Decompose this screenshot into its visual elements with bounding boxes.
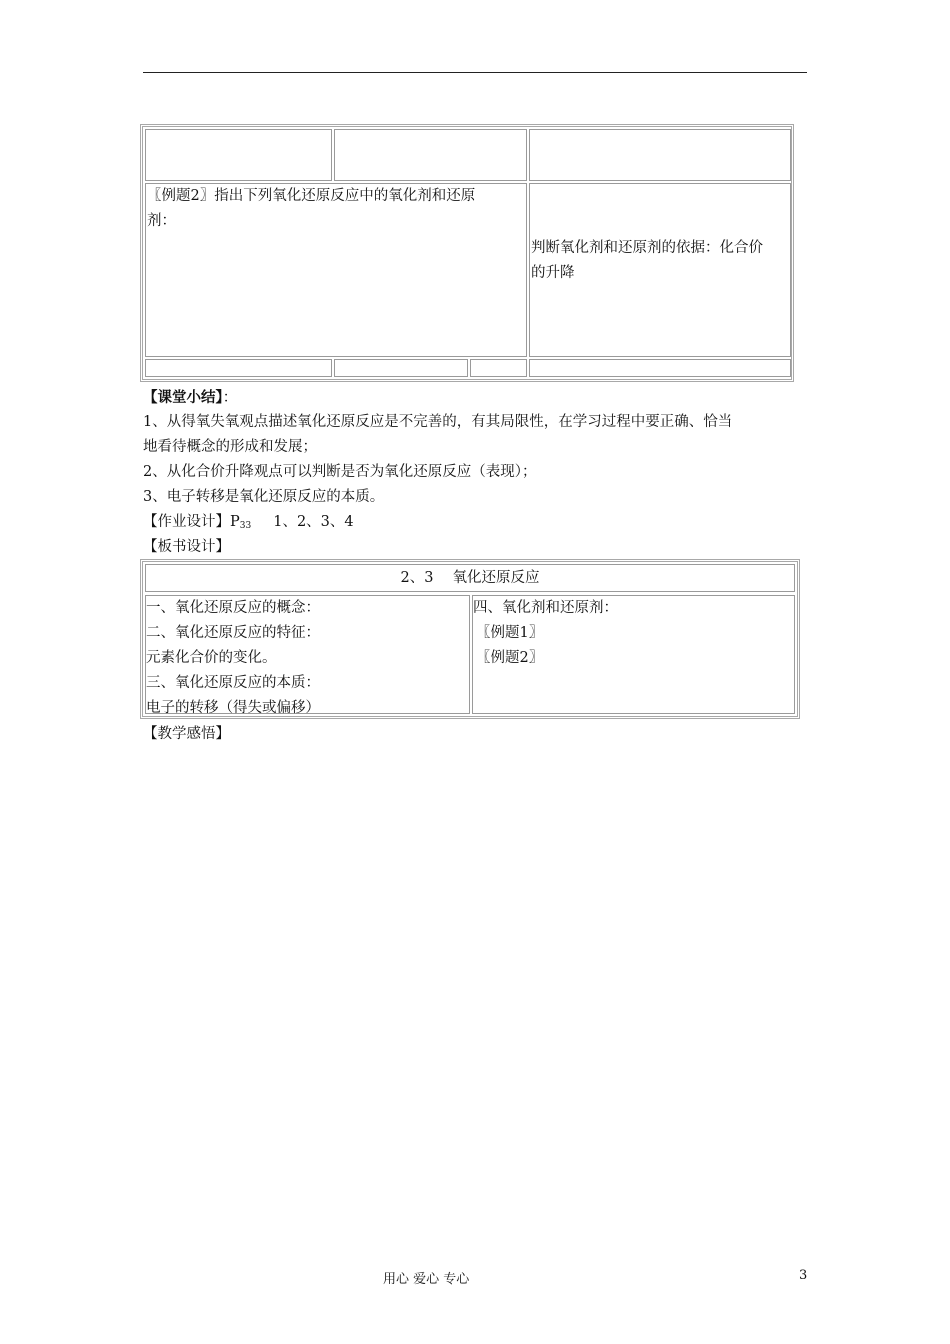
- board-left-line: 二、氧化还原反应的特征：: [146, 625, 320, 641]
- board-left-cell: [145, 595, 470, 714]
- reflection-title: 【教学感悟】: [143, 726, 230, 742]
- homework-page-prefix: P: [230, 514, 240, 530]
- summary-item3: 3、电子转移是氧化还原反应的本质。: [143, 489, 385, 505]
- table-cell: [145, 129, 332, 181]
- board-left-line: 元素化合价的变化。: [146, 650, 277, 666]
- board-left-line: 一、氧化还原反应的概念：: [146, 600, 320, 616]
- example-table: [140, 124, 794, 382]
- homework-items: 1、2、3、4: [273, 514, 354, 530]
- table-cell: [529, 129, 791, 181]
- example2-cell: [145, 183, 527, 357]
- board-title: 【板书设计】: [143, 539, 230, 555]
- board-left-line: 电子的转移（得失或偏移）: [146, 700, 320, 716]
- board-right-line: 〖例题1〗: [476, 625, 544, 641]
- page-number: 3: [799, 1268, 808, 1283]
- summary-title-suffix: ：: [222, 390, 238, 406]
- table-cell: [529, 359, 791, 377]
- basis-cell: [529, 183, 791, 357]
- summary-item1-line2: 地看待概念的形成和发展；: [143, 439, 317, 455]
- summary-title-line: [143, 385, 237, 411]
- board-table: [140, 559, 800, 719]
- table-cell: [334, 359, 468, 377]
- board-heading: 2、3 氧化还原反应: [145, 564, 795, 592]
- table-cell: [145, 359, 332, 377]
- example2-text-line1: 〖例题2〗指出下列氧化还原反应中的氧化剂和还原: [147, 188, 476, 204]
- homework-page-sub: 33: [239, 521, 252, 531]
- board-right-line: 四、氧化剂和还原剂：: [473, 600, 618, 616]
- summary-item2: 2、从化合价升降观点可以判断是否为氧化还原反应（表现）；: [143, 464, 537, 480]
- example2-text-line2: 剂：: [147, 213, 176, 229]
- board-right-cell: [472, 595, 795, 714]
- summary-title: 【课堂小结】: [143, 389, 223, 406]
- basis-text-line1: 判断氧化剂和还原剂的依据：化合价: [531, 240, 763, 256]
- footer-center: 用心 爱心 专心: [383, 1272, 470, 1287]
- board-left-line: 三、氧化还原反应的本质：: [146, 675, 320, 691]
- header-rule: [143, 72, 807, 73]
- homework-title: 【作业设计】: [143, 514, 230, 530]
- summary-item1-line1: 1、从得氧失氧观点描述氧化还原反应是不完善的，有其局限性，在学习过程中要正确、恰当: [143, 414, 733, 430]
- table-cell: [470, 359, 527, 377]
- board-right-line: 〖例题2〗: [476, 650, 544, 666]
- table-cell: [334, 129, 527, 181]
- basis-text-line2: 的升降: [531, 265, 575, 281]
